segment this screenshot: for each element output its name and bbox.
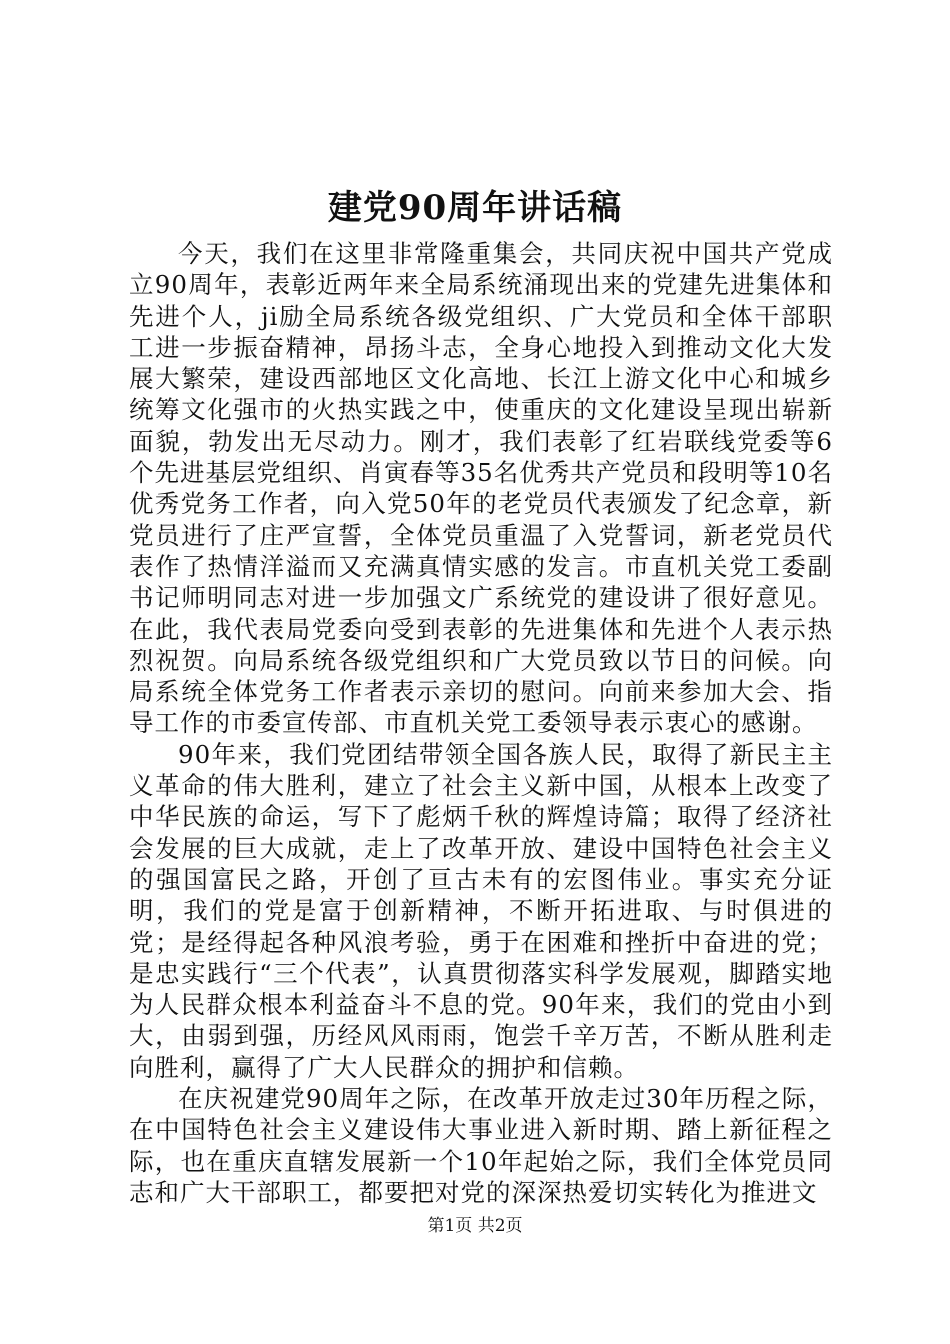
document-body	[129, 238, 833, 1208]
page-footer: 第1页 共2页	[427, 1216, 523, 1236]
paragraph-3: 在庆祝建党90周年之际，在改革开放走过30年历程之际，在中国特色社会主义建设伟大事业进入新时期、踏上新征程之际，也在重庆直辖发展新一个10年起始之际，我们全体党员同志和广大干部职工，都要把对党的深深热爱切实转化为推进文	[129, 1084, 833, 1207]
paragraph-2: 90年来，我们党团结带领全国各族人民，取得了新民主主义革命的伟大胜利，建立了社会主义新中国，从根本上改变了中华民族的命运，写下了彪炳千秋的辉煌诗篇；取得了经济社会发展的巨大成就，走上了改革开放、建设中国特色社会主义的强国富民之路，开创了亘古未有的宏图伟业。事实充分证明，我们的党是富于创新精神，不断开拓进取、与时俱进的党；是经得起各种风浪考验，勇于在困难和挫折中奋进的党；是忠实践行“三个代表”，认真贯彻落实科学发展观，脚踏实地为人民群众根本利益奋斗不息的党。90年来，我们的党由小到大，由弱到强，历经风风雨雨，饱尝千辛万苦，不断从胜利走向胜利，赢得了广大人民群众的拥护和信赖。	[129, 739, 833, 1082]
paragraph-1: 今天，我们在这里非常隆重集会，共同庆祝中国共产党成立90周年，表彰近两年来全局系统涌现出来的党建先进集体和先进个人，ji励全局系统各级党组织、广大党员和全体干部职工进一步振奋精神，昂扬斗志，全身心地投入到推动文化大发展大繁荣，建设西部地区文化高地、长江上游文化中心和城乡统筹文化强市的火热实践之中，使重庆的文化建设呈现出崭新面貌，勃发出无尽动力。刚才，我们表彰了红岩联线党委等6个先进基层党组织、肖寅春等35名优秀共产党员和段明等10名优秀党务工作者，向入党50年的老党员代表颁发了纪念章，新党员进行了庄严宣誓，全体党员重温了入党誓词，新老党员代表作了热情洋溢而又充满真情实感的发言。市直机关党工委副书记师明同志对进一步加强文广系统党的建设讲了很好意见。在此，我代表局党委向受到表彰的先进集体和先进个人表示热烈祝贺。向局系统各级党组织和广大党员致以节日的问候。向局系统全体党务工作者表示亲切的慰问。向前来参加大会、指导工作的市委宣传部、市直机关党工委领导表示衷心的感谢。	[129, 239, 833, 738]
document-title: 建党90周年讲话稿	[327, 188, 623, 228]
